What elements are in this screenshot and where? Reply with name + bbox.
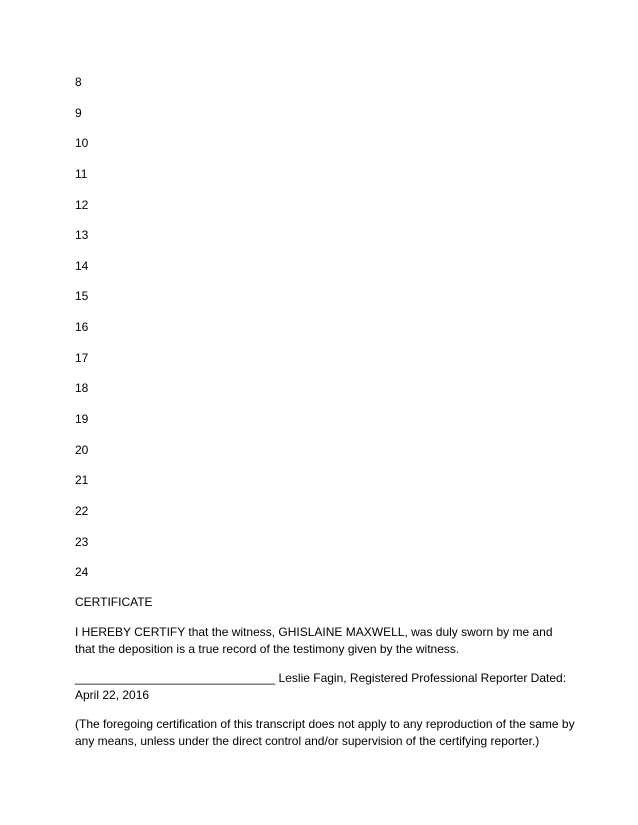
certification-disclaimer: (The foregoing certification of this transcript does not apply to any reproduction of the same by any means, unless under the direct control and/or supervision of the certifying reporter.) xyxy=(75,717,575,748)
line-number: 11 xyxy=(75,166,88,181)
line-number: 19 xyxy=(75,412,89,427)
signature-line: ______________________________ Leslie Fagin, Registered Professional Reporter Dated: April 22, 2016 xyxy=(75,671,567,702)
line-number: 21 xyxy=(75,473,89,488)
line-number: 24 xyxy=(75,565,89,580)
line-number: 22 xyxy=(75,503,89,518)
line-number: 8 xyxy=(75,75,82,89)
line-number: 18 xyxy=(75,381,89,396)
line-number: 17 xyxy=(75,350,89,365)
line-number: 16 xyxy=(75,320,89,335)
line-number: 14 xyxy=(75,258,89,273)
line-number: 20 xyxy=(75,442,89,457)
line-number: 23 xyxy=(75,534,89,549)
line-number: 9 xyxy=(75,105,82,120)
certificate-heading: CERTIFICATE xyxy=(75,595,153,609)
line-number: 10 xyxy=(75,136,89,151)
line-number: 15 xyxy=(75,289,89,304)
line-number-list xyxy=(75,75,88,596)
line-number: 13 xyxy=(75,228,89,243)
line-number: 12 xyxy=(75,197,89,212)
certificate-statement: I HEREBY CERTIFY that the witness, GHISLAINE MAXWELL, was duly sworn by me and that the deposition is a true record of the testimony given by the witness. xyxy=(75,625,553,656)
